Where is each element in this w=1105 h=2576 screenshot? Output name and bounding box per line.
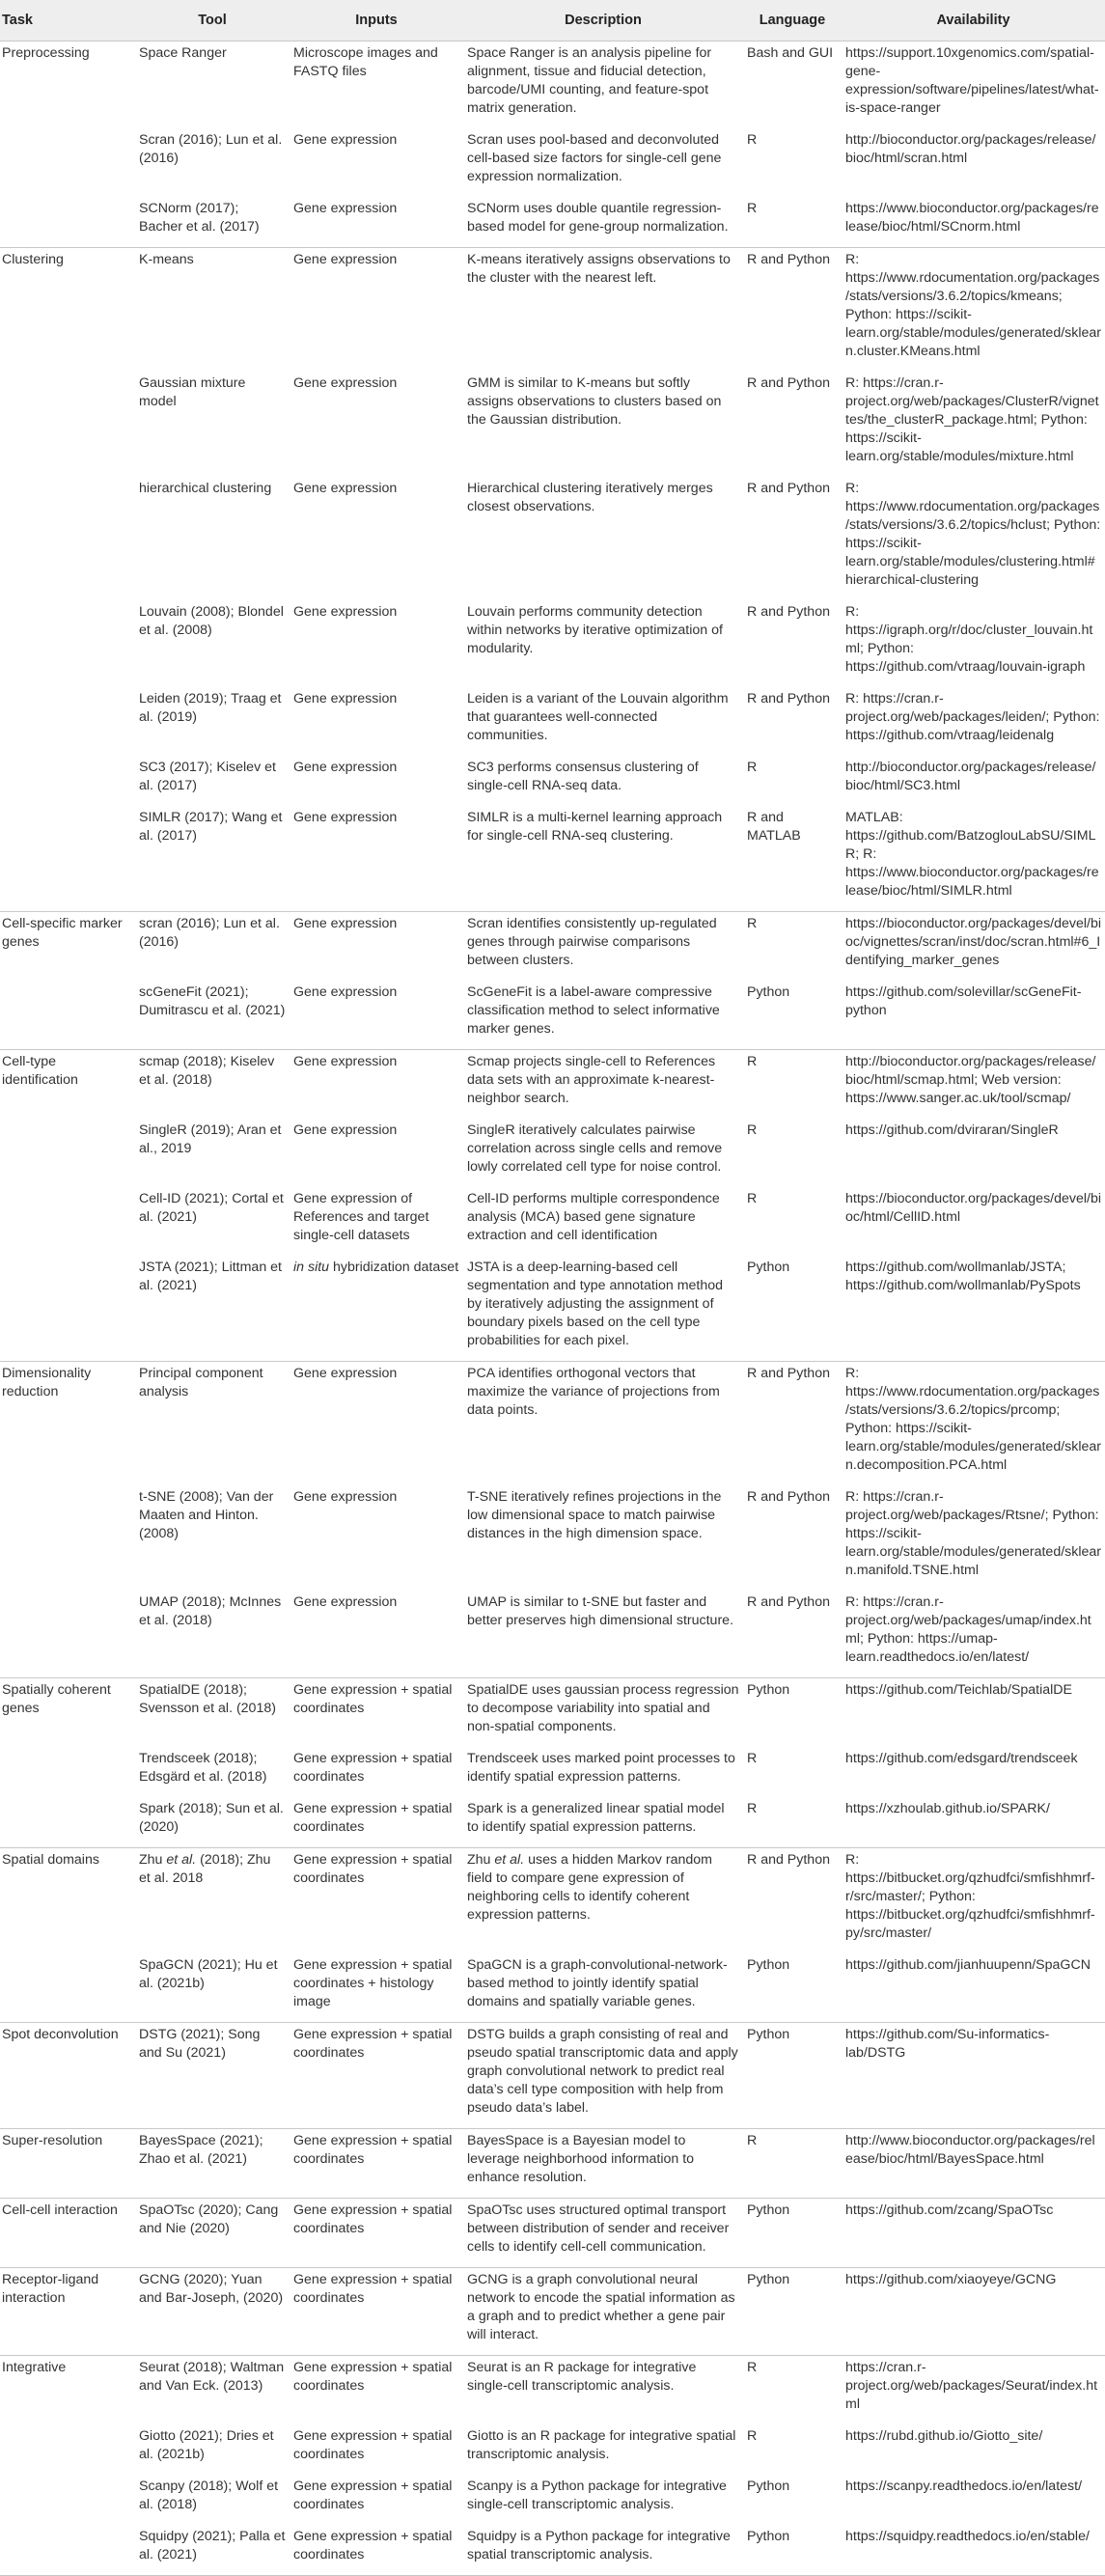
language-cell: Python <box>747 2479 790 2494</box>
header-inputs: Inputs <box>290 0 463 42</box>
availability-cell: https://rubd.github.io/Giotto_site/ <box>845 2428 1043 2444</box>
language-cell: Python <box>743 1678 842 1748</box>
description-cell <box>463 1848 743 1954</box>
availability-cell: https://github.com/solevillar/scGeneFit-python <box>845 984 1082 1018</box>
tool-cell: Scanpy (2018); Wolf et al. (2018) <box>139 2479 279 2512</box>
language-cell: R and Python <box>747 691 830 706</box>
availability-cell: R: https://www.rdocumentation.org/packages/stats/versions/3.6.2/topics/kmeans; Python: https://scikit-learn.org/stable/modules/generated/sklearn.cluster.KMeans.html <box>842 248 1105 373</box>
tool-cell: SingleR (2019); Aran et al., 2019 <box>139 1122 282 1156</box>
availability-cell: https://xzhoulab.github.io/SPARK/ <box>845 1801 1050 1816</box>
language-cell: Python <box>743 2023 842 2129</box>
availability-cell: https://github.com/Su-informatics-lab/DSTG <box>842 2023 1105 2129</box>
table-row <box>0 2023 1105 2129</box>
inputs-cell: Gene expression <box>293 984 398 1000</box>
table-row <box>0 1362 1105 1486</box>
inputs-cell: Gene expression + spatial coordinates <box>290 2356 463 2425</box>
inputs-cell: Gene expression + spatial coordinates <box>290 1848 463 1954</box>
table-row <box>0 128 1105 197</box>
availability-cell: http://bioconductor.org/packages/release/bioc/html/scran.html <box>845 132 1096 166</box>
language-cell: Python <box>747 1957 790 1973</box>
availability-cell: https://github.com/xiaoyeye/GCNG <box>842 2268 1105 2356</box>
language-cell: Python <box>743 2525 842 2576</box>
tool-cell: scran (2016); Lun et al. (2016) <box>135 912 290 982</box>
table-row <box>0 248 1105 373</box>
table-row <box>0 1050 1105 1120</box>
tool-cell: Gaussian mixture model <box>139 375 246 409</box>
table-row <box>0 912 1105 982</box>
inputs-part: hybridization dataset <box>329 1260 459 1275</box>
availability-cell: R: https://cran.r-project.org/web/packages/Rtsne/; Python: https://scikit-learn.org/stable/modules/generated/sklearn.manifold.TSNE.html <box>845 1489 1101 1578</box>
table-row <box>0 2199 1105 2268</box>
description-cell: SCNorm uses double quantile regression-based model for gene-group normalization. <box>467 201 729 235</box>
inputs-cell <box>290 1256 463 1362</box>
language-cell: R <box>747 201 758 216</box>
description-cell: K-means iteratively assigns observations to the cluster with the nearest left. <box>463 248 743 373</box>
description-cell: DSTG builds a graph consisting of real and pseudo spatial transcriptomic data and apply graph convolutional network to predict real data’s cell type composition with help from pseudo data’s label. <box>463 2023 743 2129</box>
language-cell: R <box>743 1050 842 1120</box>
availability-cell: https://github.com/Teichlab/SpatialDE <box>842 1678 1105 1748</box>
table-row <box>0 2525 1105 2576</box>
description-cell: Scran identifies consistently up-regulated genes through pairwise comparisons between clusters. <box>463 912 743 982</box>
availability-cell: http://www.bioconductor.org/packages/release/bioc/html/BayesSpace.html <box>842 2129 1105 2199</box>
table-row <box>0 372 1105 477</box>
description-cell: Leiden is a variant of the Louvain algorithm that guarantees well-connected communities. <box>467 691 729 743</box>
task-cell <box>0 1591 135 1678</box>
description-cell: Space Ranger is an analysis pipeline for alignment, tissue and fiducial detection, barcode/UMI counting, and feature-spot matrix generation. <box>463 42 743 129</box>
tool-name-part: (2018); Zhu et al. 2018 <box>139 1852 271 1886</box>
task-cell <box>0 1797 135 1848</box>
language-cell: R and MATLAB <box>747 810 801 844</box>
tool-name-part: Zhu <box>139 1852 167 1868</box>
task-cell: Super-resolution <box>0 2129 135 2199</box>
task-cell: Spot deconvolution <box>0 2023 135 2129</box>
language-cell: R <box>747 1191 758 1206</box>
inputs-cell: Gene expression + spatial coordinates <box>293 2428 453 2462</box>
inputs-cell: Gene expression <box>293 1489 398 1505</box>
table-row <box>0 756 1105 806</box>
inputs-cell: Gene expression <box>293 1594 398 1610</box>
description-cell: Giotto is an R package for integrative spatial transcriptomic analysis. <box>467 2428 736 2462</box>
language-cell: Python <box>747 984 790 1000</box>
table-row <box>0 1797 1105 1848</box>
language-cell: R and Python <box>743 248 842 373</box>
tool-cell: JSTA (2021); Littman et al. (2021) <box>139 1260 282 1293</box>
language-cell: Python <box>747 1260 790 1275</box>
tool-cell: Spark (2018); Sun et al. (2020) <box>139 1801 284 1835</box>
inputs-italic: in situ <box>293 1260 330 1275</box>
language-cell: R and Python <box>747 1594 830 1610</box>
description-cell: Trendsceek uses marked point processes to identify spatial expression patterns. <box>467 1751 735 1785</box>
table-header <box>0 0 1105 42</box>
inputs-cell: Gene expression + spatial coordinates <box>293 1801 453 1835</box>
availability-cell: https://github.com/zcang/SpaOTsc <box>842 2199 1105 2268</box>
table-row <box>0 2424 1105 2475</box>
description-cell: GMM is similar to K-means but softly assigns observations to clusters based on the Gaussian distribution. <box>467 375 722 428</box>
language-cell: R and Python <box>743 1362 842 1486</box>
language-cell: R and Python <box>747 1489 830 1505</box>
availability-cell: https://scanpy.readthedocs.io/en/latest/ <box>845 2479 1083 2494</box>
language-cell: Python <box>743 2199 842 2268</box>
inputs-cell: Gene expression + spatial coordinates + histology image <box>293 1957 453 2009</box>
tool-cell: Leiden (2019); Traag et al. (2019) <box>139 691 282 725</box>
availability-cell: R: https://cran.r-project.org/web/packages/ClusterR/vignettes/the_clusterR_package.html; Python: https://scikit-learn.org/stable/modules/mixture.html <box>845 375 1099 464</box>
tool-cell: hierarchical clustering <box>139 481 272 496</box>
header-tool: Tool <box>135 0 290 42</box>
tool-cell: scGeneFit (2021); Dumitrascu et al. (2021) <box>139 984 286 1018</box>
tool-cell: t-SNE (2008); Van der Maaten and Hinton. (2008) <box>139 1489 274 1541</box>
description-cell: PCA identifies orthogonal vectors that maximize the variance of projections from data points. <box>463 1362 743 1486</box>
availability-cell: https://github.com/wollmanlab/JSTA; https://github.com/wollmanlab/PySpots <box>845 1260 1081 1293</box>
task-cell <box>0 981 135 1050</box>
inputs-cell: Gene expression + spatial coordinates <box>290 2268 463 2356</box>
table-row <box>0 2129 1105 2199</box>
language-cell: R <box>747 2428 758 2444</box>
inputs-cell: Gene expression + spatial coordinates <box>293 2479 453 2512</box>
description-cell: Squidpy is a Python package for integrative spatial transcriptomic analysis. <box>463 2525 743 2576</box>
task-cell <box>0 687 135 756</box>
description-cell: Hierarchical clustering iteratively merges closest observations. <box>467 481 713 514</box>
task-cell: Clustering <box>0 248 135 373</box>
inputs-cell: Gene expression <box>290 248 463 373</box>
inputs-cell: Gene expression <box>290 1050 463 1120</box>
tool-cell: UMAP (2018); McInnes et al. (2018) <box>139 1594 282 1628</box>
task-cell <box>0 1119 135 1187</box>
tool-cell: Giotto (2021); Dries et al. (2021b) <box>139 2428 274 2462</box>
language-cell: R <box>743 2356 842 2425</box>
language-cell: R and Python <box>747 481 830 496</box>
language-cell: R <box>747 1122 758 1138</box>
language-cell: R <box>747 760 758 775</box>
availability-cell: https://cran.r-project.org/web/packages/Seurat/index.html <box>842 2356 1105 2425</box>
inputs-cell: Gene expression <box>293 691 398 706</box>
inputs-cell: Gene expression <box>293 1122 398 1138</box>
inputs-cell: Gene expression <box>293 810 398 825</box>
task-cell <box>0 1256 135 1362</box>
availability-cell: https://support.10xgenomics.com/spatial-gene-expression/software/pipelines/latest/what-is-space-ranger <box>842 42 1105 129</box>
language-cell: R and Python <box>747 375 830 391</box>
task-cell: Spatial domains <box>0 1848 135 1954</box>
language-cell: R <box>747 1751 758 1766</box>
header-description: Description <box>463 0 743 42</box>
header-row <box>0 0 1105 42</box>
availability-cell: R: https://bitbucket.org/qzhudfci/smfishhmrf-r/src/master/; Python: https://bitbucket.org/qzhudfci/smfishhmrf-py/src/master/ <box>842 1848 1105 1954</box>
description-cell: Spark is a generalized linear spatial model to identify spatial expression patterns. <box>467 1801 725 1835</box>
inputs-cell: Gene expression + spatial coordinates <box>290 2525 463 2576</box>
description-cell: T-SNE iteratively refines projections in the low dimensional space to match pairwise distances in the high dimension space. <box>467 1489 722 1541</box>
availability-cell: https://www.bioconductor.org/packages/release/bioc/html/SCnorm.html <box>845 201 1099 235</box>
table-row <box>0 687 1105 756</box>
description-cell: UMAP is similar to t-SNE but faster and better preserves high dimensional structure. <box>467 1594 734 1628</box>
tool-cell: SpaOTsc (2020); Cang and Nie (2020) <box>135 2199 290 2268</box>
availability-cell: R: https://igraph.org/r/doc/cluster_louvain.html; Python: https://github.com/vtraag/louvain-igraph <box>845 604 1093 675</box>
description-cell: JSTA is a deep-learning-based cell segmentation and type annotation method by iteratively adjusting the assignment of boundary pixels based on the cell type probabilities for each pixel. <box>467 1260 724 1348</box>
availability-cell: MATLAB: https://github.com/BatzoglouLabSU/SIMLR; R: https://www.bioconductor.org/packages/release/bioc/html/SIMLR.html <box>845 810 1099 899</box>
table-row <box>0 2268 1105 2356</box>
inputs-cell: Gene expression + spatial coordinates <box>293 1751 453 1785</box>
tool-cell: BayesSpace (2021); Zhao et al. (2021) <box>135 2129 290 2199</box>
task-cell: Integrative <box>0 2356 135 2425</box>
task-cell <box>0 128 135 197</box>
description-cell: SIMLR is a multi-kernel learning approach for single-cell RNA-seq clustering. <box>467 810 723 844</box>
tool-cell: Squidpy (2021); Palla et al. (2021) <box>135 2525 290 2576</box>
table-row <box>0 981 1105 1050</box>
table-row <box>0 1119 1105 1187</box>
tool-cell: Seurat (2018); Waltman and Van Eck. (2013) <box>135 2356 290 2425</box>
availability-cell: https://squidpy.readthedocs.io/en/stable/ <box>842 2525 1105 2576</box>
task-cell: Spatially coherent genes <box>0 1678 135 1748</box>
task-cell <box>0 1485 135 1591</box>
task-cell <box>0 1187 135 1256</box>
description-italic: et al. <box>494 1852 525 1868</box>
task-cell <box>0 2475 135 2525</box>
tool-cell: Cell-ID (2021); Cortal et al. (2021) <box>139 1191 284 1225</box>
task-cell <box>0 477 135 600</box>
inputs-cell: Gene expression <box>293 481 398 496</box>
table-row <box>0 2475 1105 2525</box>
table-row <box>0 1678 1105 1748</box>
tool-cell: GCNG (2020); Yuan and Bar-Joseph, (2020) <box>135 2268 290 2356</box>
task-cell <box>0 2525 135 2576</box>
availability-cell: R: https://cran.r-project.org/web/packages/leiden/; Python: https://github.com/vtraag/leidenalg <box>845 691 1100 743</box>
table-row <box>0 42 1105 129</box>
description-cell: Seurat is an R package for integrative single-cell transcriptomic analysis. <box>463 2356 743 2425</box>
inputs-cell: Gene expression + spatial coordinates <box>290 2023 463 2129</box>
inputs-cell: Microscope images and FASTQ files <box>290 42 463 129</box>
inputs-cell: Gene expression <box>293 604 398 620</box>
task-cell <box>0 1953 135 2023</box>
inputs-cell: Gene expression <box>293 760 398 775</box>
table-row <box>0 600 1105 687</box>
description-cell: ScGeneFit is a label-aware compressive classification method to select informative marker genes. <box>467 984 720 1037</box>
tool-cell: Trendsceek (2018); Edsgärd et al. (2018) <box>139 1751 267 1785</box>
availability-cell: R: https://www.rdocumentation.org/packages/stats/versions/3.6.2/topics/prcomp; Python: https://scikit-learn.org/stable/modules/generated/sklearn.decomposition.PCA.html <box>842 1362 1105 1486</box>
tool-cell: Principal component analysis <box>135 1362 290 1486</box>
table-row <box>0 2356 1105 2425</box>
task-cell <box>0 1747 135 1797</box>
tool-cell: SCNorm (2017); Bacher et al. (2017) <box>139 201 260 235</box>
tool-cell: Louvain (2008); Blondel et al. (2008) <box>139 604 284 638</box>
tool-name-italic: et al. <box>166 1852 197 1868</box>
tool-cell: SC3 (2017); Kiselev et al. (2017) <box>139 760 276 793</box>
inputs-cell: Gene expression <box>290 1362 463 1486</box>
description-cell: SC3 performs consensus clustering of single-cell RNA-seq data. <box>467 760 699 793</box>
description-cell: SpatialDE uses gaussian process regression to decompose variability into spatial and non-spatial components. <box>463 1678 743 1748</box>
availability-cell: https://github.com/dviraran/SingleR <box>845 1122 1059 1138</box>
description-cell: GCNG is a graph convolutional neural network to encode the spatial information as a graph and to predict whether a gene pair will interact. <box>463 2268 743 2356</box>
availability-cell: R: https://www.rdocumentation.org/packages/stats/versions/3.6.2/topics/hclust; Python: https://scikit-learn.org/stable/modules/clustering.html#hierarchical-clustering <box>845 481 1101 588</box>
table-row <box>0 477 1105 600</box>
inputs-cell: Gene expression + spatial coordinates <box>290 2129 463 2199</box>
inputs-cell: Gene expression <box>293 375 398 391</box>
description-cell: Scmap projects single-cell to References data sets with an approximate k-nearest-neighbor search. <box>463 1050 743 1120</box>
tool-cell: Scran (2016); Lun et al. (2016) <box>139 132 283 166</box>
tool-cell: DSTG (2021); Song and Su (2021) <box>135 2023 290 2129</box>
header-task: Task <box>0 0 135 42</box>
task-cell <box>0 806 135 912</box>
table-row <box>0 1187 1105 1256</box>
inputs-cell: Gene expression + spatial coordinates <box>290 1678 463 1748</box>
tool-cell <box>135 1848 290 1954</box>
description-part: uses a hidden Markov random field to compare gene expression of neighboring cells to identify coherent expression patterns. <box>467 1852 712 1923</box>
inputs-cell: Gene expression of References and target single-cell datasets <box>293 1191 429 1243</box>
language-cell: R and Python <box>747 604 830 620</box>
language-cell: R <box>747 132 758 148</box>
availability-cell: http://bioconductor.org/packages/release/bioc/html/scmap.html; Web version: https://www.sanger.ac.uk/tool/scmap/ <box>842 1050 1105 1120</box>
tool-cell: K-means <box>135 248 290 373</box>
description-cell: SingleR iteratively calculates pairwise correlation across single cells and remove lowly correlated cell type for noise control. <box>467 1122 723 1175</box>
table-row <box>0 1485 1105 1591</box>
inputs-cell: Gene expression + spatial coordinates <box>290 2199 463 2268</box>
task-cell: Cell-specific marker genes <box>0 912 135 982</box>
availability-cell: https://github.com/jianhuupenn/SpaGCN <box>845 1957 1091 1973</box>
language-cell: R and Python <box>743 1848 842 1954</box>
language-cell: R <box>743 912 842 982</box>
availability-cell: https://github.com/edsgard/trendsceek <box>845 1751 1078 1766</box>
language-cell: Bash and GUI <box>743 42 842 129</box>
table-row <box>0 1256 1105 1362</box>
header-language: Language <box>743 0 842 42</box>
task-cell: Cell-type identification <box>0 1050 135 1120</box>
availability-cell: http://bioconductor.org/packages/release/bioc/html/SC3.html <box>845 760 1096 793</box>
task-cell: Cell-cell interaction <box>0 2199 135 2268</box>
description-cell: BayesSpace is a Bayesian model to leverage neighborhood information to enhance resolution. <box>463 2129 743 2199</box>
task-cell: Dimensionality reduction <box>0 1362 135 1486</box>
description-cell: Scanpy is a Python package for integrative single-cell transcriptomic analysis. <box>467 2479 727 2512</box>
description-part: Zhu <box>467 1852 495 1868</box>
task-cell <box>0 600 135 687</box>
inputs-cell: Gene expression <box>293 201 398 216</box>
tool-cell: SpatialDE (2018); Svensson et al. (2018) <box>135 1678 290 1748</box>
task-cell: Receptor-ligand interaction <box>0 2268 135 2356</box>
tool-cell: scmap (2018); Kiselev et al. (2018) <box>135 1050 290 1120</box>
description-cell: Cell-ID performs multiple correspondence analysis (MCA) based gene signature extraction and cell identification <box>467 1191 720 1243</box>
table-row <box>0 1953 1105 2023</box>
description-cell: Louvain performs community detection within networks by iterative optimization of modularity. <box>467 604 723 656</box>
language-cell: Python <box>743 2268 842 2356</box>
table-row <box>0 1747 1105 1797</box>
inputs-cell: Gene expression <box>290 912 463 982</box>
task-cell <box>0 2424 135 2475</box>
description-cell: SpaGCN is a graph-convolutional-network-based method to jointly identify spatial domains and spatially variable genes. <box>467 1957 728 2009</box>
table-row <box>0 197 1105 248</box>
availability-cell: R: https://cran.r-project.org/web/packages/umap/index.html; Python: https://umap-learn.readthedocs.io/en/latest/ <box>845 1594 1091 1665</box>
task-cell <box>0 756 135 806</box>
task-cell <box>0 197 135 248</box>
description-cell: Scran uses pool-based and deconvoluted cell-based size factors for single-cell gene expression normalization. <box>467 132 722 184</box>
tool-cell: Space Ranger <box>135 42 290 129</box>
table-row <box>0 1848 1105 1954</box>
table-row <box>0 1591 1105 1678</box>
tool-cell: SpaGCN (2021); Hu et al. (2021b) <box>139 1957 278 1991</box>
task-cell <box>0 372 135 477</box>
availability-cell: https://bioconductor.org/packages/devel/bioc/html/CellID.html <box>845 1191 1102 1225</box>
header-availability: Availability <box>842 0 1105 42</box>
inputs-cell: Gene expression <box>293 132 398 148</box>
table-body <box>0 42 1105 2576</box>
task-cell: Preprocessing <box>0 42 135 129</box>
tool-cell: SIMLR (2017); Wang et al. (2017) <box>139 810 283 844</box>
description-cell: SpaOTsc uses structured optimal transport between distribution of sender and receiver cells to identify cell-cell communication. <box>463 2199 743 2268</box>
table-row <box>0 806 1105 912</box>
language-cell: R <box>743 2129 842 2199</box>
language-cell: R <box>747 1801 758 1816</box>
availability-cell: https://bioconductor.org/packages/devel/bioc/vignettes/scran/inst/doc/scran.html#6_Identifying_marker_genes <box>842 912 1105 982</box>
